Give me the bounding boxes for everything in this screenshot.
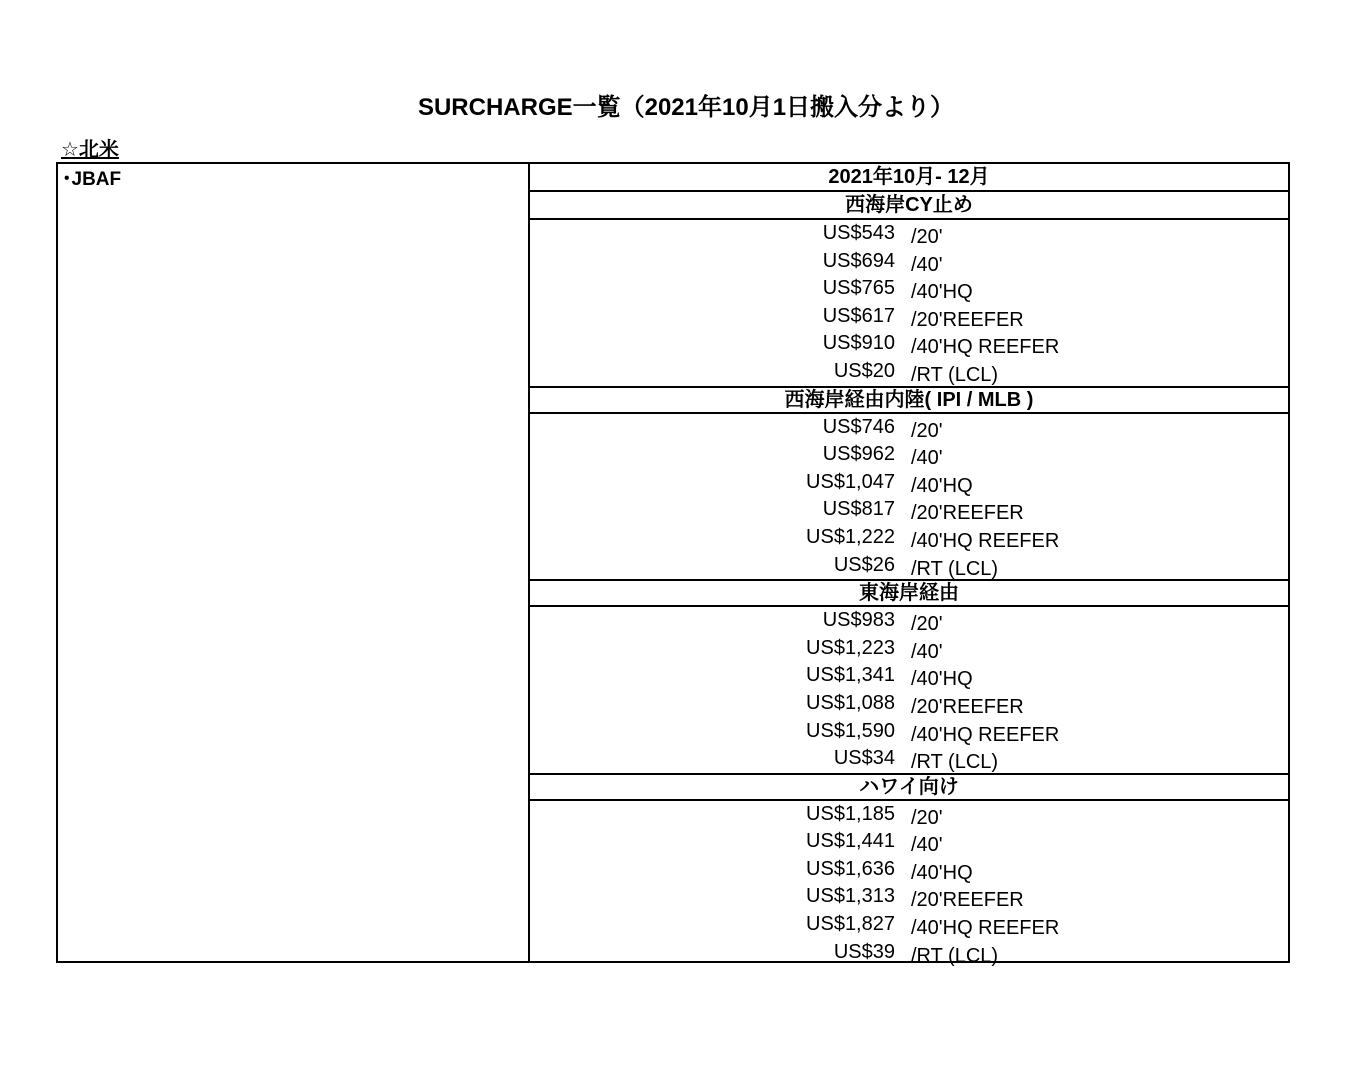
rate-amount: US$1,827 [806,913,895,936]
rate-row [530,524,1288,552]
section-heading: 西海岸CY止め [530,192,1288,220]
rate-unit: /RT (LCL) [911,363,999,386]
rate-amount: US$1,047 [806,470,895,493]
rate-amount: US$1,222 [806,525,895,548]
rate-rows [530,414,1288,580]
section-heading: 西海岸経由内陸( IPI / MLB ) [530,386,1288,414]
rate-unit: /20' [911,613,943,636]
rate-unit: /40'HQ [911,668,973,691]
rate-unit: /40'HQ REEFER [911,723,1060,746]
page-title: SURCHARGE一覧（2021年10月1日搬入分より） [417,94,955,121]
rate-row [530,414,1288,442]
rate-row [530,828,1288,856]
carrier-cell [56,162,530,963]
section-heading: 東海岸経由 [530,579,1288,607]
rate-row [530,358,1288,386]
rates-column [530,164,1288,966]
rate-amount: US$962 [822,443,895,466]
rate-amount: US$1,636 [806,857,895,880]
rate-rows [530,607,1288,773]
rate-section [530,579,1288,773]
rate-unit: /20'REEFER [911,695,1024,718]
rate-unit: /20' [911,419,943,442]
rate-amount: US$39 [833,940,895,963]
rate-row [530,469,1288,497]
rate-row [530,635,1288,663]
rate-amount: US$617 [822,304,895,327]
rate-unit: /40'HQ REEFER [911,336,1060,359]
rate-rows [530,801,1288,967]
period-header: 2021年10月- 12月 [530,164,1288,192]
rate-unit: /RT (LCL) [911,751,999,774]
rate-amount: US$765 [822,277,895,300]
rate-unit: /40'HQ REEFER [911,917,1060,940]
carrier-label: ･JBAF [62,169,122,190]
rate-unit: /40'HQ [911,474,973,497]
rate-unit: /20' [911,806,943,829]
rate-amount: US$1,088 [806,691,895,714]
rate-row [530,911,1288,939]
rate-section [530,386,1288,580]
rate-unit: /40'HQ [911,281,973,304]
rate-amount: US$817 [822,498,895,521]
rate-row [530,690,1288,718]
rate-amount: US$20 [833,359,895,382]
rate-rows [530,220,1288,386]
rate-amount: US$26 [833,553,895,576]
rate-amount: US$1,441 [806,830,895,853]
rate-row [530,883,1288,911]
rate-row [530,441,1288,469]
rate-row [530,662,1288,690]
section-heading: ハワイ向け [530,773,1288,801]
rate-row [530,718,1288,746]
rate-row [530,607,1288,635]
rate-amount: US$1,313 [806,885,895,908]
rate-amount: US$543 [822,222,895,244]
rate-unit: /20'REEFER [911,308,1024,331]
rate-unit: /40' [911,834,943,857]
rate-amount: US$983 [822,609,895,632]
rate-amount: US$34 [833,747,895,770]
rate-amount: US$1,341 [806,664,895,687]
rate-row [530,248,1288,276]
rate-row [530,856,1288,884]
rate-row [530,303,1288,331]
rate-section [530,192,1288,386]
rate-row [530,801,1288,829]
rate-row [530,939,1288,967]
rate-unit: /40'HQ [911,861,973,884]
rate-unit: /20'REEFER [911,889,1024,912]
rate-row [530,330,1288,358]
rate-unit: /20' [911,226,943,248]
rate-unit: /20'REEFER [911,502,1024,525]
rate-unit: /RT (LCL) [911,944,999,967]
rate-row [530,496,1288,524]
rate-sections [530,192,1288,966]
rate-amount: US$746 [822,415,895,438]
rate-row [530,220,1288,248]
rate-unit: /40' [911,640,943,663]
rate-unit: /40' [911,253,943,276]
rate-amount: US$1,590 [806,719,895,742]
rate-unit: /40' [911,447,943,470]
rate-row [530,745,1288,773]
rate-unit: /40'HQ REEFER [911,529,1060,552]
region-heading: ☆北米 [61,139,119,161]
rate-unit: /RT (LCL) [911,557,999,580]
rate-amount: US$1,223 [806,636,895,659]
rate-row [530,552,1288,580]
rate-row [530,275,1288,303]
rate-amount: US$910 [822,332,895,355]
rate-amount: US$1,185 [806,802,895,825]
rate-section [530,773,1288,967]
rate-amount: US$694 [822,249,895,272]
